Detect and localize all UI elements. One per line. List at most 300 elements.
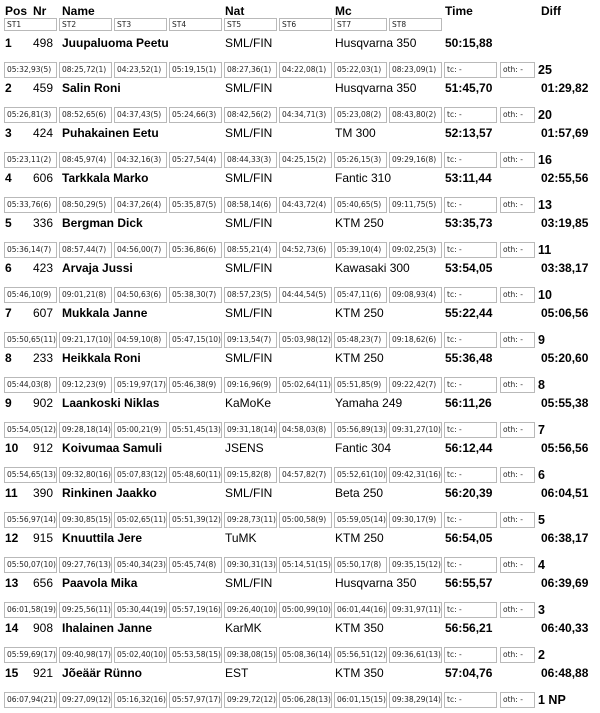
split-time: 09:18,62(6) [389,332,442,348]
rider-diff: 05:55,38 [541,396,589,410]
rider-row [0,350,600,366]
split-time: 04:44,54(5) [279,287,332,303]
split-time: 09:29,72(12) [224,692,277,708]
points: 13 [538,198,552,212]
rider-pos: 3 [5,126,12,140]
split-time: 05:23,11(2) [4,152,57,168]
rider-nr: 902 [33,396,54,410]
split-time: 05:03,98(12) [279,332,332,348]
rider-nr: 390 [33,486,54,500]
tc-penalty: tc: - [444,557,497,573]
split-time: 05:07,83(12) [114,467,167,483]
rider-mc: TM 300 [335,126,376,140]
stage-header-row [0,18,600,31]
rider-name: Heikkala Roni [62,351,141,365]
split-time: 05:47,11(6) [334,287,387,303]
split-times-row [0,197,600,213]
rider-mc: Husqvarna 350 [335,81,417,95]
tc-penalty: tc: - [444,332,497,348]
rider-row [0,125,600,141]
stage-header: ST2 [59,18,112,31]
split-time: 09:30,17(9) [389,512,442,528]
rider-time: 55:22,44 [445,306,493,320]
rider-time: 56:56,21 [445,621,493,635]
split-time: 04:56,00(7) [114,242,167,258]
rider-nr: 423 [33,261,54,275]
split-time: 05:19,15(1) [169,62,222,78]
tc-penalty: tc: - [444,197,497,213]
tc-penalty: tc: - [444,152,497,168]
split-time: 04:34,71(3) [279,107,332,123]
other-penalty: oth: - [500,602,535,618]
split-time: 05:46,38(9) [169,377,222,393]
rider-row [0,530,600,546]
rider-nat: SML/FIN [225,261,273,275]
rider-nr: 656 [33,576,54,590]
rider-row [0,35,600,51]
split-time: 05:46,10(9) [4,287,57,303]
split-time: 05:30,44(19) [114,602,167,618]
header-diff: Diff [541,4,561,18]
split-time: 05:54,65(13) [4,467,57,483]
split-time: 09:31,18(14) [224,422,277,438]
split-times-row [0,332,600,348]
rider-name: Bergman Dick [62,216,143,230]
rider-diff: 06:40,33 [541,621,589,635]
rider-pos: 10 [5,441,19,455]
split-time: 04:25,15(2) [279,152,332,168]
rider-pos: 14 [5,621,19,635]
rider-name: Jõeäär Rünno [62,666,143,680]
split-time: 09:38,08(15) [224,647,277,663]
rider-mc: KTM 250 [335,216,384,230]
other-penalty: oth: - [500,62,535,78]
split-time: 05:22,03(1) [334,62,387,78]
tc-penalty: tc: - [444,107,497,123]
rider-time: 53:54,05 [445,261,493,275]
split-time: 04:52,73(6) [279,242,332,258]
rider-name: Ihalainen Janne [62,621,153,635]
rider-mc: KTM 350 [335,666,384,680]
rider-pos: 8 [5,351,12,365]
split-time: 05:56,89(13) [334,422,387,438]
split-time: 05:50,07(10) [4,557,57,573]
points: 7 [538,423,545,437]
rider-nr: 606 [33,171,54,185]
split-time: 06:07,94(21) [4,692,57,708]
split-time: 05:57,97(17) [169,692,222,708]
split-time: 05:00,58(9) [279,512,332,528]
rider-nr: 336 [33,216,54,230]
rider-name: Rinkinen Jaakko [62,486,157,500]
split-times-row [0,422,600,438]
rider-nat: KaMoKe [225,396,272,410]
split-time: 04:22,08(1) [279,62,332,78]
split-time: 05:53,58(15) [169,647,222,663]
points: 5 [538,513,545,527]
split-time: 09:30,85(15) [59,512,112,528]
split-time: 09:13,54(7) [224,332,277,348]
split-time: 08:27,36(1) [224,62,277,78]
rider-pos: 1 [5,36,12,50]
rider-nr: 908 [33,621,54,635]
split-time: 05:35,87(5) [169,197,222,213]
rider-pos: 13 [5,576,19,590]
other-penalty: oth: - [500,377,535,393]
rider-row [0,575,600,591]
split-time: 06:01,44(16) [334,602,387,618]
rider-time: 56:54,05 [445,531,493,545]
split-time: 05:56,51(12) [334,647,387,663]
rider-nr: 912 [33,441,54,455]
header-time: Time [445,4,473,18]
rider-nat: SML/FIN [225,171,273,185]
points: 3 [538,603,545,617]
split-time: 04:37,43(5) [114,107,167,123]
split-time: 05:02,64(11) [279,377,332,393]
split-times-row [0,602,600,618]
rider-nat: SML/FIN [225,36,273,50]
split-time: 09:15,82(8) [224,467,277,483]
rider-nat: SML/FIN [225,306,273,320]
stage-header: ST3 [114,18,167,31]
split-time: 05:06,28(13) [279,692,332,708]
tc-penalty: tc: - [444,287,497,303]
rider-diff: 06:04,51 [541,486,589,500]
split-times-row [0,557,600,573]
split-times-row [0,647,600,663]
rider-row [0,485,600,501]
rider-time: 51:45,70 [445,81,493,95]
split-time: 09:38,29(14) [389,692,442,708]
rider-name: Laankoski Niklas [62,396,160,410]
rider-pos: 9 [5,396,12,410]
rider-nr: 921 [33,666,54,680]
split-time: 04:43,72(4) [279,197,332,213]
split-time: 04:57,82(7) [279,467,332,483]
points: 25 [538,63,552,77]
rider-nr: 459 [33,81,54,95]
header-nr: Nr [33,4,47,18]
points: 6 [538,468,545,482]
rider-nat: EST [225,666,249,680]
rider-pos: 11 [5,486,18,500]
points: 2 [538,648,545,662]
split-time: 04:32,16(3) [114,152,167,168]
split-time: 09:12,23(9) [59,377,112,393]
rider-nat: SML/FIN [225,81,273,95]
rider-name: Juupaluoma Peetu [62,36,169,50]
split-time: 05:51,85(9) [334,377,387,393]
rider-mc: KTM 350 [335,621,384,635]
other-penalty: oth: - [500,512,535,528]
split-time: 08:42,56(2) [224,107,277,123]
header-nat: Nat [225,4,245,18]
rider-diff: 03:19,85 [541,216,589,230]
split-time: 05:08,36(14) [279,647,332,663]
stage-header: ST6 [279,18,332,31]
other-penalty: oth: - [500,107,535,123]
other-penalty: oth: - [500,647,535,663]
split-time: 09:29,16(8) [389,152,442,168]
rider-mc: Yamaha 249 [335,396,403,410]
other-penalty: oth: - [500,152,535,168]
split-time: 09:31,97(11) [389,602,442,618]
split-time: 05:50,65(11) [4,332,57,348]
split-time: 05:59,69(17) [4,647,57,663]
rider-row [0,260,600,276]
split-time: 08:44,33(3) [224,152,277,168]
points: 9 [538,333,545,347]
split-time: 09:30,31(13) [224,557,277,573]
split-time: 06:01,15(15) [334,692,387,708]
rider-mc: KTM 250 [335,306,384,320]
split-times-row [0,242,600,258]
rider-mc: Beta 250 [335,486,384,500]
split-time: 05:56,97(14) [4,512,57,528]
split-time: 09:16,96(9) [224,377,277,393]
rider-nr: 424 [33,126,54,140]
rider-pos: 4 [5,171,12,185]
split-time: 09:28,73(11) [224,512,277,528]
rider-name: Salin Roni [62,81,121,95]
rider-mc: Fantic 310 [335,171,392,185]
split-time: 09:40,98(17) [59,647,112,663]
points: 4 [538,558,545,572]
split-time: 09:32,80(16) [59,467,112,483]
split-times-row [0,692,600,708]
split-time: 08:43,80(2) [389,107,442,123]
rider-nat: SML/FIN [225,576,273,590]
split-time: 04:50,63(6) [114,287,167,303]
split-time: 09:27,76(13) [59,557,112,573]
rider-name: Mukkala Janne [62,306,148,320]
split-time: 04:59,10(8) [114,332,167,348]
split-time: 08:57,44(7) [59,242,112,258]
tc-penalty: tc: - [444,692,497,708]
rider-row [0,440,600,456]
rider-pos: 7 [5,306,12,320]
rider-time: 56:11,26 [445,396,492,410]
points: 10 [538,288,552,302]
split-time: 09:35,15(12) [389,557,442,573]
rider-nat: SML/FIN [225,351,273,365]
rider-name: Puhakainen Eetu [62,126,159,140]
header-mc: Mc [335,4,352,18]
other-penalty: oth: - [500,692,535,708]
split-time: 05:50,17(8) [334,557,387,573]
rider-time: 53:11,44 [445,171,492,185]
rider-time: 56:55,57 [445,576,493,590]
rider-name: Paavola Mika [62,576,138,590]
rider-diff: 05:20,60 [541,351,589,365]
rider-row [0,620,600,636]
rider-nr: 607 [33,306,54,320]
rider-name: Arvaja Jussi [62,261,133,275]
split-times-row [0,152,600,168]
rider-nat: TuMK [225,531,257,545]
rider-name: Koivumaa Samuli [62,441,163,455]
split-time: 08:23,09(1) [389,62,442,78]
split-time: 05:19,97(17) [114,377,167,393]
split-time: 09:21,17(10) [59,332,112,348]
tc-penalty: tc: - [444,647,497,663]
tc-penalty: tc: - [444,512,497,528]
rider-nr: 233 [33,351,54,365]
split-time: 05:26,15(3) [334,152,387,168]
tc-penalty: tc: - [444,242,497,258]
header-name: Name [62,4,95,18]
other-penalty: oth: - [500,287,535,303]
rider-diff: 06:39,69 [541,576,589,590]
rider-diff: 06:48,88 [541,666,589,680]
rider-diff: 01:29,82 [541,81,589,95]
other-penalty: oth: - [500,557,535,573]
rider-nr: 498 [33,36,54,50]
split-times-row [0,467,600,483]
split-time: 05:24,66(3) [169,107,222,123]
split-time: 05:36,14(7) [4,242,57,258]
split-time: 05:54,05(12) [4,422,57,438]
stage-header: ST8 [389,18,442,31]
split-time: 05:38,30(7) [169,287,222,303]
points: 16 [538,153,552,167]
split-times-row [0,107,600,123]
split-time: 05:27,54(4) [169,152,222,168]
split-time: 05:02,65(11) [114,512,167,528]
split-time: 09:42,31(16) [389,467,442,483]
rider-mc: KTM 250 [335,531,384,545]
split-times-row [0,62,600,78]
split-time: 05:32,93(5) [4,62,57,78]
rider-name: Knuuttila Jere [62,531,143,545]
rider-row [0,170,600,186]
other-penalty: oth: - [500,467,535,483]
other-penalty: oth: - [500,332,535,348]
split-times-row [0,287,600,303]
rider-mc: Husqvarna 350 [335,576,417,590]
other-penalty: oth: - [500,422,535,438]
points: 1 NP [538,693,566,707]
rider-pos: 6 [5,261,12,275]
points: 8 [538,378,545,392]
rider-row [0,665,600,681]
rider-time: 57:04,76 [445,666,493,680]
split-time: 08:52,65(6) [59,107,112,123]
split-time: 05:59,05(14) [334,512,387,528]
rider-nat: SML/FIN [225,486,273,500]
rider-name: Tarkkala Marko [62,171,149,185]
split-time: 05:40,34(23) [114,557,167,573]
tc-penalty: tc: - [444,377,497,393]
split-time: 05:48,23(7) [334,332,387,348]
split-time: 06:01,58(19) [4,602,57,618]
split-time: 09:36,61(13) [389,647,442,663]
tc-penalty: tc: - [444,422,497,438]
split-times-row [0,377,600,393]
split-time: 09:02,25(3) [389,242,442,258]
rider-diff: 06:38,17 [541,531,589,545]
split-time: 05:48,60(11) [169,467,222,483]
split-time: 09:25,56(11) [59,602,112,618]
split-time: 08:50,29(5) [59,197,112,213]
split-time: 08:57,23(5) [224,287,277,303]
other-penalty: oth: - [500,242,535,258]
split-time: 05:02,40(10) [114,647,167,663]
rider-time: 50:15,88 [445,36,493,50]
split-time: 08:58,14(6) [224,197,277,213]
stage-header: ST7 [334,18,387,31]
rider-pos: 12 [5,531,19,545]
split-time: 09:22,42(7) [389,377,442,393]
rider-pos: 15 [5,666,19,680]
rider-pos: 5 [5,216,12,230]
rider-row [0,80,600,96]
split-times-row [0,512,600,528]
split-time: 05:51,45(13) [169,422,222,438]
split-time: 05:00,99(10) [279,602,332,618]
points: 11 [538,243,552,257]
rider-diff: 05:56,56 [541,441,589,455]
rider-nat: SML/FIN [225,216,273,230]
tc-penalty: tc: - [444,467,497,483]
split-time: 08:55,21(4) [224,242,277,258]
split-time: 09:11,75(5) [389,197,442,213]
split-time: 09:08,93(4) [389,287,442,303]
split-time: 05:45,74(8) [169,557,222,573]
split-time: 05:44,03(8) [4,377,57,393]
points: 20 [538,108,552,122]
split-time: 09:27,09(12) [59,692,112,708]
split-time: 04:58,03(8) [279,422,332,438]
rider-time: 53:35,73 [445,216,493,230]
split-time: 04:37,26(4) [114,197,167,213]
rider-mc: Fantic 304 [335,441,392,455]
split-time: 04:23,52(1) [114,62,167,78]
table-header [0,2,600,18]
split-time: 05:23,08(2) [334,107,387,123]
rider-diff: 02:55,56 [541,171,589,185]
rider-row [0,305,600,321]
stage-header: ST1 [4,18,57,31]
header-pos: Pos [5,4,28,18]
rider-row [0,215,600,231]
split-time: 05:47,15(10) [169,332,222,348]
split-time: 05:00,21(9) [114,422,167,438]
tc-penalty: tc: - [444,62,497,78]
rider-nat: KarMK [225,621,262,635]
rider-time: 56:20,39 [445,486,493,500]
split-time: 09:31,27(10) [389,422,442,438]
split-time: 05:40,65(5) [334,197,387,213]
rider-time: 52:13,57 [445,126,493,140]
split-time: 05:57,19(16) [169,602,222,618]
split-time: 05:39,10(4) [334,242,387,258]
stage-header: ST4 [169,18,222,31]
split-time: 08:45,97(4) [59,152,112,168]
rider-pos: 2 [5,81,12,95]
split-time: 05:52,61(10) [334,467,387,483]
split-time: 09:26,40(10) [224,602,277,618]
stage-header: ST5 [224,18,277,31]
split-time: 05:16,32(16) [114,692,167,708]
rider-diff: 01:57,69 [541,126,589,140]
rider-diff: 03:38,17 [541,261,589,275]
split-time: 08:25,72(1) [59,62,112,78]
rider-time: 56:12,44 [445,441,493,455]
split-time: 09:28,18(14) [59,422,112,438]
rider-row [0,395,600,411]
